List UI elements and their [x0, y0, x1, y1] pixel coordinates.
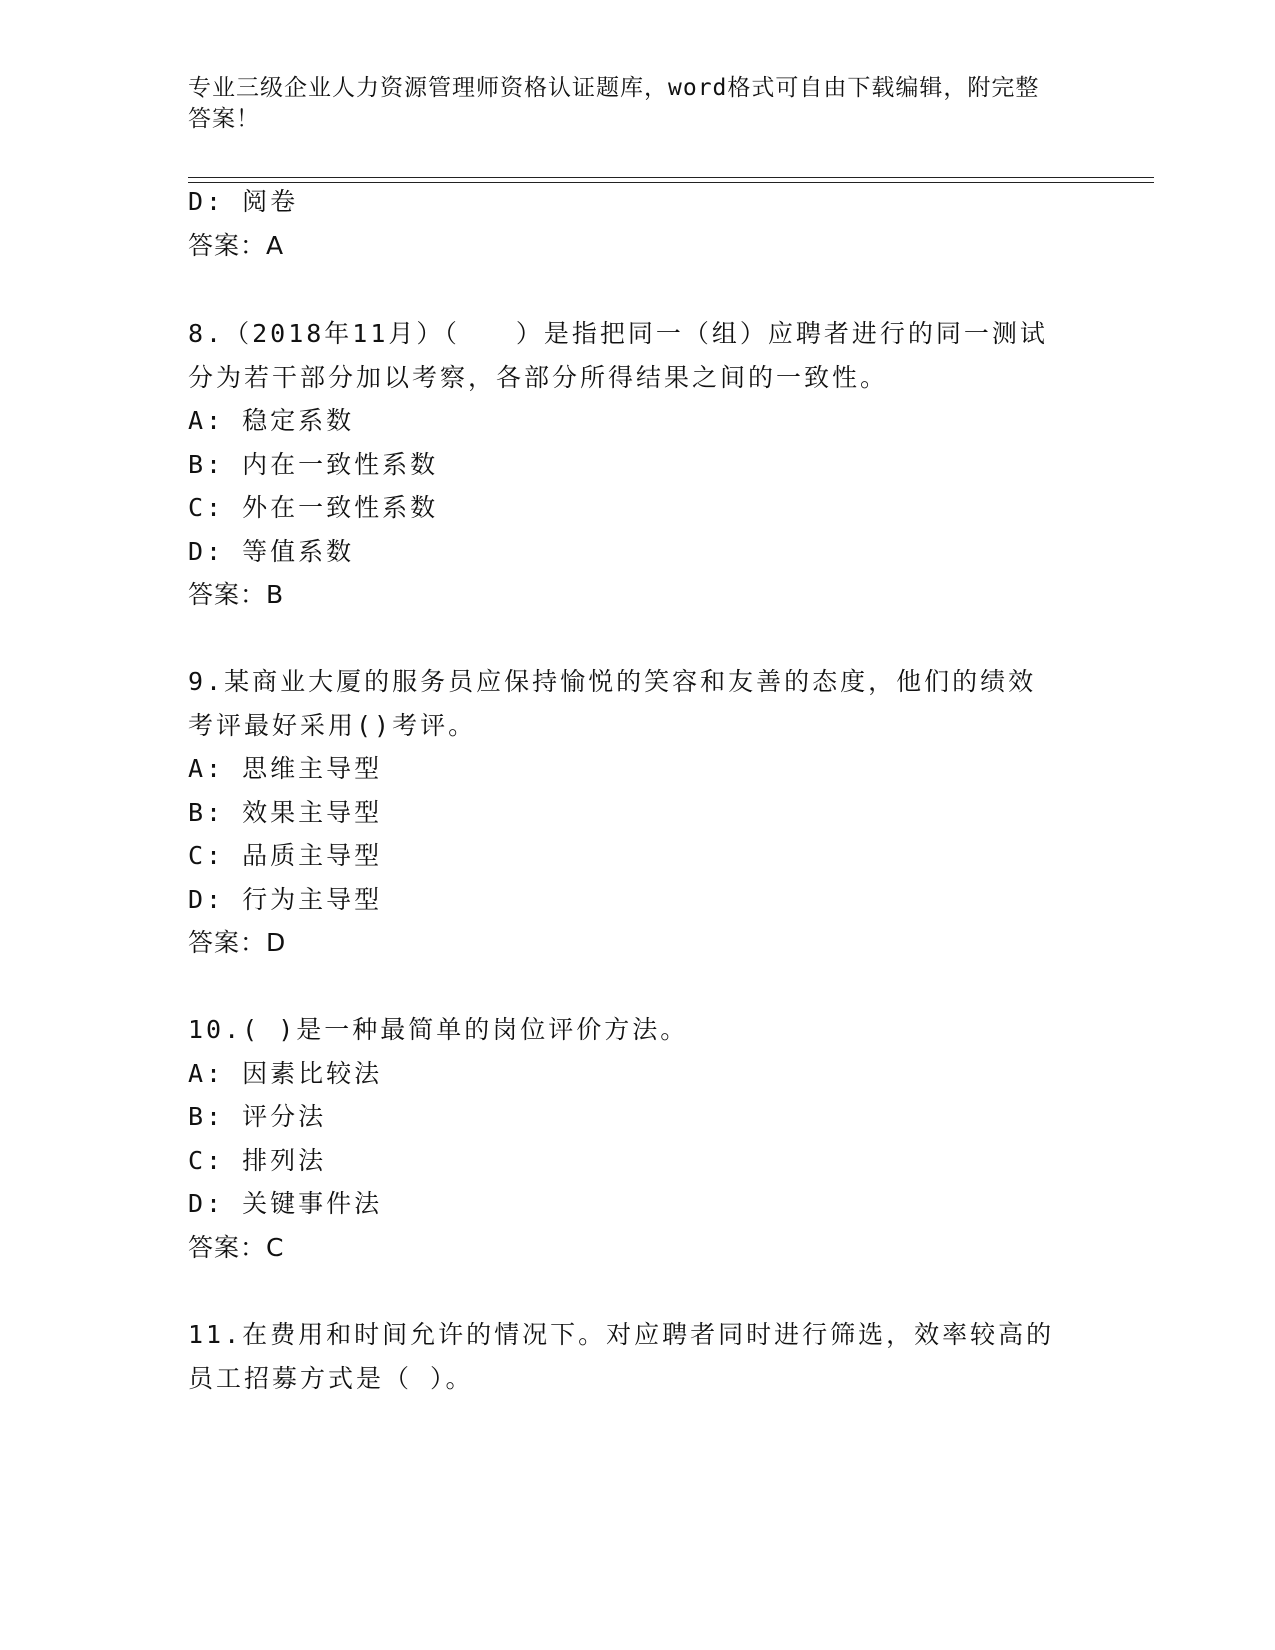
q8-option-a: A: 稳定系数: [188, 406, 355, 435]
header-line-2: 答案！: [188, 106, 260, 132]
q9-answer: 答案：D: [188, 928, 287, 957]
document-header: [188, 73, 1088, 135]
q10-text-line-1: 10.( )是一种最简单的岗位评价方法。: [188, 1015, 689, 1044]
q8-text-line-2: 分为若干部分加以考察，各部分所得结果之间的一致性。: [188, 363, 889, 392]
q10-option-d: D: 关键事件法: [188, 1189, 383, 1218]
q10-answer: 答案：C: [188, 1233, 285, 1262]
q11-text-line-1: 11.在费用和时间允许的情况下。对应聘者同时进行筛选，效率较高的: [188, 1320, 1055, 1349]
prev-answer: 答案：A: [188, 231, 285, 260]
q8-option-c: C: 外在一致性系数: [188, 493, 439, 522]
q8-text-line-1: 8.（2018年11月）（ ）是指把同一（组）应聘者进行的同一测试: [188, 319, 1048, 348]
header-divider-top: [188, 177, 1154, 178]
q8-answer: 答案：B: [188, 580, 285, 609]
q10-option-b: B: 评分法: [188, 1102, 327, 1131]
q11-text-line-2: 员工招募方式是（ ）。: [188, 1364, 474, 1393]
q9-option-b: B: 效果主导型: [188, 798, 383, 827]
q9-text-line-2: 考评最好采用()考评。: [188, 711, 477, 740]
q8-option-d: D: 等值系数: [188, 537, 355, 566]
prev-option-d: D: 阅卷: [188, 187, 299, 216]
q9-option-d: D: 行为主导型: [188, 885, 383, 914]
q9-option-c: C: 品质主导型: [188, 841, 383, 870]
header-divider-bottom: [188, 182, 1154, 183]
header-line-1: 专业三级企业人力资源管理师资格认证题库，word格式可自由下载编辑，附完整: [188, 75, 1040, 101]
q10-option-c: C: 排列法: [188, 1146, 327, 1175]
q10-option-a: A: 因素比较法: [188, 1059, 383, 1088]
q8-option-b: B: 内在一致性系数: [188, 450, 439, 479]
q9-text-line-1: 9.某商业大厦的服务员应保持愉悦的笑容和友善的态度，他们的绩效: [188, 667, 1037, 696]
q9-option-a: A: 思维主导型: [188, 754, 383, 783]
